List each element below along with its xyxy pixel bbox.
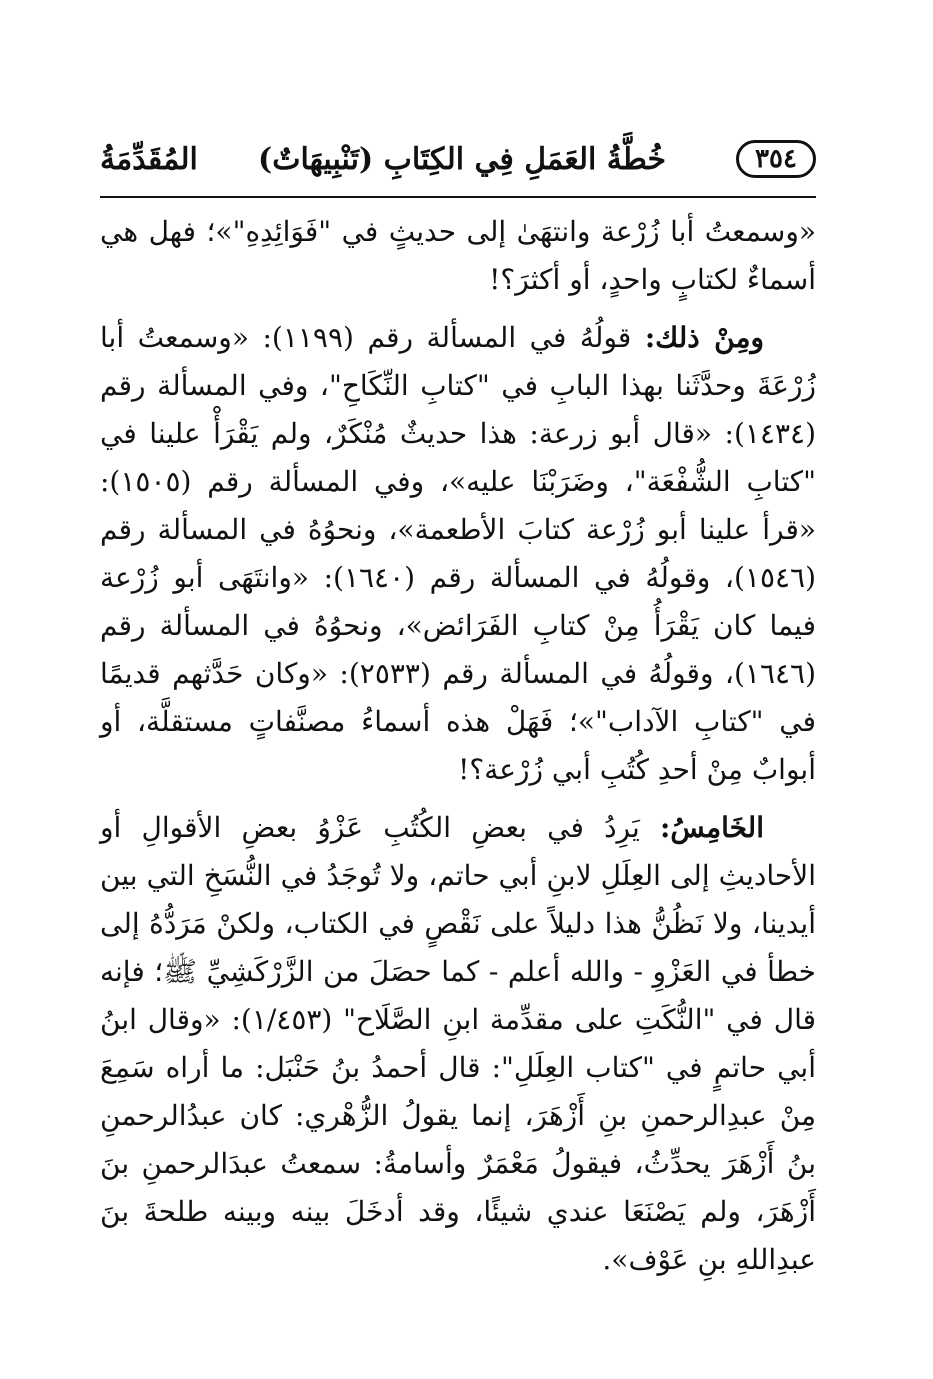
paragraph-2-text: قولُهُ في المسألة رقم (١١٩٩): «وسمعتُ أبا زُرْعَةَ وحدَّثَنا بهذا البابِ في "كتابِ النِّكَاحِ"، وفي المسألة رقم (١٤٣٤): «قال أبو زرعة: هذا حديثٌ مُنْكَرٌ، ولم يَقْرَأْ علينا في "كتابِ الشُّفْعَة"، وضَرَبْنَا عليه»، وفي المسألة رقم (١٥٠٥): «قرأ علينا أبو زُرْعة كتابَ الأطعمة»، ونحوُهُ في المسألة رقم (١٥٤٦)، وقولُهُ في المسألة رقم (١٦٤٠): «وانتَهَى أبو زُرْعة فيما كان يَقْرَأُ مِنْ كتابِ الفَرَائض»، ونحوُهُ في المسألة رقم (١٦٤٦)، وقولُهُ في المسألة رقم (٢٥٣٣): «وكان حَدَّثهم قديمًا في "كتابِ الآداب"»؛ فَهَلْ هذه أسماءُ مصنَّفاتٍ مستقلَّة، أو أبوابٌ مِنْ أحدِ كُتُبِ أبي زُرْعة؟! — [100, 321, 817, 786]
page-header — [100, 134, 816, 194]
running-title: خُطَّةُ العَمَلِ فِي الكِتَابِ (تَنْبِيهَاتٌ) — [258, 142, 666, 177]
paragraph-2-lead: ومِنْ ذلك: — [644, 321, 764, 354]
header-divider — [100, 196, 816, 198]
paragraph-2 — [100, 314, 816, 794]
paragraph-3-lead: الخَامِسُ: — [660, 811, 764, 844]
paragraph-1 — [100, 208, 816, 304]
page-body — [100, 208, 816, 1294]
section-title: المُقَدِّمَةُ — [100, 142, 198, 177]
paragraph-1-text: «وسمعتُ أبا زُرْعة وانتهَىٰ إلى حديثٍ في "فَوَائِدِهِ"»؛ فهل هي أسماءٌ لكتابٍ واحدٍ، أو أكثرَ؟! — [100, 215, 816, 296]
paragraph-3-text: يَرِدُ في بعضِ الكُتُبِ عَزْوُ بعضِ الأقوالِ أو الأحاديثِ إلى العِلَلِ لابنِ أبي حاتم، ولا تُوجَدُ في النُّسَخِ التي بين أيدينا، ولا نَظُنُّ هذا دليلاً على نَقْصٍ في الكتاب، ولكنْ مَرَدُّهُ إلى خطأ في العَزْوِ - والله أعلم - كما حصَلَ من الزَّرْكَشِيِّ ﷺ؛ فإنه قال في "النُّكَتِ على مقدِّمة ابنِ الصَّلَاح" (١/٤٥٣): «وقال ابنُ أبي حاتمٍ في "كتاب العِلَلِ": قال أحمدُ بنُ حَنْبَل: ما أراه سَمِعَ مِنْ عبدِالرحمنِ بنِ أَزْهَرَ، إنما يقولُ الزُّهْري: كان عبدُالرحمنِ بنُ أَزْهَرَ يحدِّثُ، فيقولُ مَعْمَرٌ وأسامةُ: سمعتُ عبدَالرحمنِ بنَ أَزْهَرَ، ولم يَصْنَعَا عندي شيئًا، وقد أدخَلَ بينه وبينه طلحةَ بنَ عبدِاللهِ بنِ عَوْف». — [100, 811, 816, 1276]
paragraph-3 — [100, 804, 816, 1284]
page-number-badge: ٣٥٤ — [736, 140, 816, 178]
